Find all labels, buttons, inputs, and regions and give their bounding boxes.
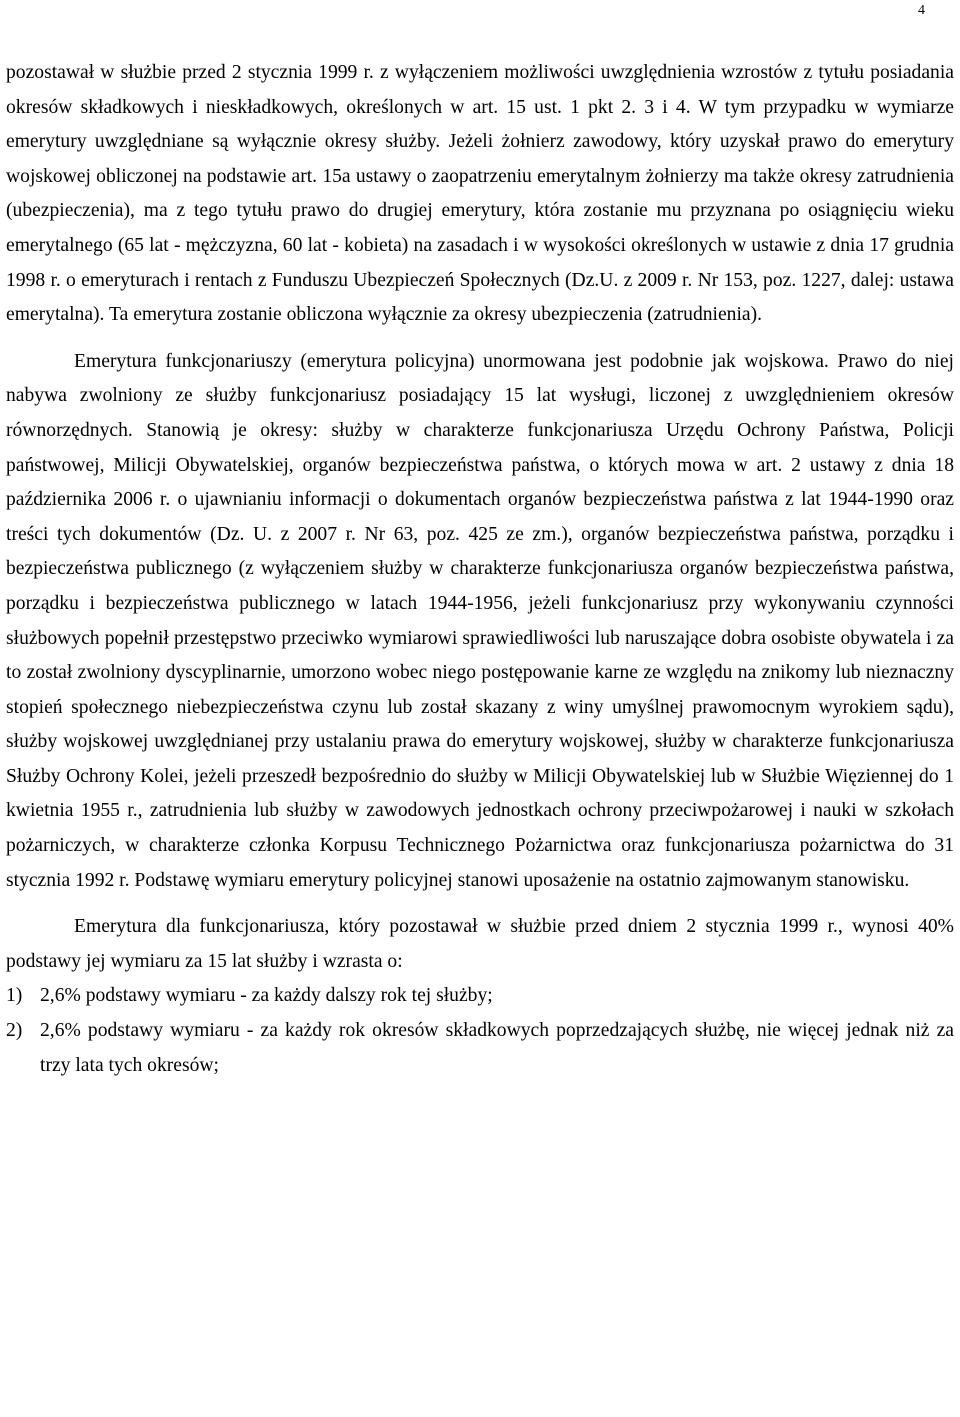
document-body <box>6 56 954 1083</box>
list-item-number: 1) <box>6 985 23 1007</box>
benefit-list <box>6 979 954 1083</box>
paragraph-3: Emerytura dla funkcjonariusza, który pozostawał w służbie przed dniem 2 stycznia 1999 r., wynosi 40% podstawy jej wymiaru za 15 lat służby i wzrasta o: <box>6 916 954 972</box>
paragraph-1: pozostawał w służbie przed 2 stycznia 1999 r. z wyłączeniem możliwości uwzględnienia wzrostów z tytułu posiadania okresów składkowych i nieskładkowych, określonych w art. 15 ust. 1 pkt 2. 3 i 4. W tym przypadku w wymiarze emerytury uwzględniane są wyłącznie okresy służby. Jeżeli żołnierz zawodowy, który uzyskał prawo do emerytury wojskowej obliczonej na podstawie art. 15a ustawy o zaopatrzeniu emerytalnym żołnierzy ma także okresy zatrudnienia (ubezpieczenia), ma z tego tytułu prawo do drugiej emerytury, która zostanie mu przyznana po osiągnięciu wieku emerytalnego (65 lat - mężczyzna, 60 lat - kobieta) na zasadach i w wysokości określonych w ustawie z dnia 17 grudnia 1998 r. o emeryturach i rentach z Funduszu Ubezpieczeń Społecznych (Dz.U. z 2009 r. Nr 153, poz. 1227, dalej: ustawa emerytalna). Ta emerytura zostanie obliczona wyłącznie za okresy ubezpieczenia (zatrudnienia). <box>6 62 954 326</box>
list-item-number: 2) <box>6 1020 23 1042</box>
list-item-text: 2,6% podstawy wymiaru - za każdy rok okresów składkowych poprzedzających służbę, nie więcej jednak niż za trzy lata tych okresów; <box>40 1020 954 1076</box>
paragraph-2: Emerytura funkcjonariuszy (emerytura policyjna) unormowana jest podobnie jak wojskowa. Prawo do niej nabywa zwolniony ze służby funkcjonariusz posiadający 15 lat wysługi, liczonej z uwzględnieniem okresów równorzędnych. Stanowią je okresy: służby w charakterze funkcjonariusza Urzędu Ochrony Państwa, Policji państwowej, Milicji Obywatelskiej, organów bezpieczeństwa państwa, o których mowa w art. 2 ustawy z dnia 18 października 2006 r. o ujawnianiu informacji o dokumentach organów bezpieczeństwa państwa z lat 1944-1990 oraz treści tych dokumentów (Dz. U. z 2007 r. Nr 63, poz. 425 ze zm.), organów bezpieczeństwa państwa, porządku i bezpieczeństwa publicznego (z wyłączeniem służby w charakterze funkcjonariusza organów bezpieczeństwa państwa, porządku i bezpieczeństwa publicznego w latach 1944-1956, jeżeli funkcjonariusz przy wykonywaniu czynności służbowych popełnił przestępstwo przeciwko wymiarowi sprawiedliwości lub naruszające dobra osobiste obywatela i za to został zwolniony dyscyplinarnie, umorzono wobec niego postępowanie karne ze względu na znikomy lub nieznaczny stopień społecznego niebezpieczeństwa czynu lub został skazany z winy umyślnej prawomocnym wyrokiem sądu), służby wojskowej uwzględnianej przy ustalaniu prawa do emerytury wojskowej, służby w charakterze funkcjonariusza Służby Ochrony Kolei, jeżeli przeszedł bezpośrednio do służby w Milicji Obywatelskiej lub w Służbie Więziennej do 1 kwietnia 1955 r., zatrudnienia lub służby w zawodowych jednostkach ochrony przeciwpożarowej i nauki w szkołach pożarniczych, w charakterze członka Korpusu Technicznego Pożarnictwa oraz funkcjonariusza pożarnictwa do 31 stycznia 1992 r. Podstawę wymiaru emerytury policyjnej stanowi uposażenie na ostatnio zajmowanym stanowisku. <box>6 350 954 891</box>
list-item-text: 2,6% podstawy wymiaru - za każdy dalszy rok tej służby; <box>40 985 493 1007</box>
page-number: 4 <box>918 3 925 18</box>
list-item <box>6 979 954 1014</box>
list-item <box>6 1014 954 1083</box>
